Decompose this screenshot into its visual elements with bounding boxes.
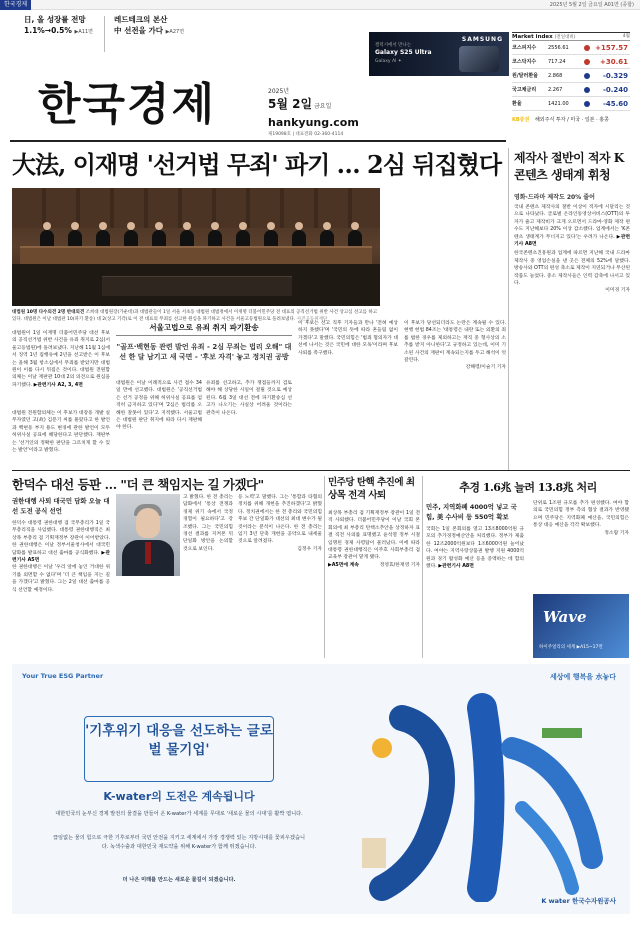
top-strip: [0, 0, 640, 10]
subhead-title: 서울고법으로 유죄 취지 파기환송: [116, 320, 292, 336]
ad-line-3: 더 나은 미래를 만드는 새로운 물길이 되겠습니다.: [122, 877, 236, 883]
brush-stroke: [382, 718, 442, 888]
sun-icon: [372, 738, 392, 758]
date-line: [268, 95, 359, 112]
ad-slogan: 세상에 행복을 水놓다: [550, 673, 616, 681]
han-col-1b: 한 권한대행은 이날 '우리 앞에 놓인 거대한 위기를 외면할 수 없다'며 '더 큰 책임을 지는 길을 가겠다'고 밝혔다. 그는 2일 대선 출마를 공식 선언할 예정이다.: [12, 565, 110, 593]
masthead: 한국경제: [38, 79, 217, 130]
market-row: [512, 97, 630, 111]
teaser-economy-line1: 日, 올 성장률 전망: [24, 15, 86, 24]
market-value: 2.267: [548, 87, 563, 93]
market-title-sub: (전일대비): [554, 35, 576, 40]
market-row: [512, 69, 630, 83]
samsung-ad-tag: Galaxy AI ✦: [375, 59, 402, 64]
side-body: 국내 콘텐츠 제작사의 절반 이상이 적자에 시달리는 것으로 나타났다. 글로벌 온라인동영상서비스(OTT)의 투자가 줄고 제작비가 크게 오르면서 드라마·영화 제작 편수도 지난해보다 20% 이상 감소했다. 업계에서는 'K콘텐츠 생태계가 무너지고 있다'는 우려가 나온다. ▶관련기사 A8면 한국콘텐츠진흥원과 업계에 따르면 지난해 국내 드라마 제작사 중 영업손실을 낸 곳은 전체의 52%에 달했다. 방송사와 OTT의 편성 축소로 제작이 지연되거나 무산된 작품도 늘었다. 중소 제작사들은 인력 감축에 나서고 있다. 이미경 기자: [514, 205, 631, 294]
samsung-ad-product: Galaxy S25 Ultra: [375, 49, 432, 56]
site-url[interactable]: hankyung.com: [268, 116, 359, 129]
photo-credit: 사진공동취재단: [296, 316, 328, 322]
main-col-6: 이 후보가 당선되더라도 논란은 계속될 수 있다. 현행 헌법 84조는 '대통령은 내란 또는 외환의 죄를 범한 경우를 제외하고는 재직 중 형사상의 소추를 받지 아니한다'고 규정하고 있는데, 이미 기소된 사건의 재판이 계속되는지를 두고 해석이 엇갈린다. 강해령/이슬기 기자: [404, 321, 506, 371]
main-col-5: 이 후보는 선고 직후 기자들과 만나 '전혀 예상하지 못했다'며 '국민의 뜻에 따라 흔들림 없이 가겠다'고 말했다. 국민의힘은 '범죄 혐의자가 대선에 나서는 것은 국민에 대한 모독'이라며 후보 사퇴를 촉구했다.: [298, 321, 398, 356]
main-col-2: 대법원 전원합의체는 이 후보가 대장동 개발 실무자였던 고(故) 김문기 씨를 몰랐다고 한 발언과 백현동 부지 용도 변경에 관한 발언이 모두 허위사실 공표에 해당한다고 판단했다. 재판부는 '선거인의 정확한 판단을 그르치게 할 수 있는 발언'이라고 밝혔다.: [12, 411, 110, 454]
market-value: 2.868: [548, 73, 563, 79]
samsung-logo: SAMSUNG: [461, 36, 503, 43]
side-body-2: 한국콘텐츠진흥원과 업계에 따르면 지난해 국내 드라마 제작사 중 영업손실을 낸 곳은 전체의 52%에 달했다. 방송사와 OTT의 편성 축소로 제작이 지연되거나 무산된 작품도 늘었다. 중소 제작사들은 인력 감축에 나서고 있다.: [514, 251, 631, 287]
han-credit: 김정우 기자: [297, 546, 322, 552]
side-credit: 이미경 기자: [605, 288, 630, 294]
dem-headline[interactable]: 민주당 탄핵 추진에 최상목 전격 사퇴: [328, 477, 415, 501]
market-bottom[interactable]: [512, 113, 630, 127]
side-divider: [508, 148, 509, 470]
kwater-logo: K water 한국수자원공사: [541, 897, 616, 905]
change-arrow-icon: [584, 45, 590, 51]
brush-stroke: [482, 708, 490, 888]
ad-subtitle: K-water의 도전은 계속됩니다: [103, 790, 255, 803]
han-headline[interactable]: 한덕수 대선 등판 … "더 큰 책임지는 길 가겠다": [12, 477, 264, 492]
market-label: 코스닥지수: [512, 59, 537, 65]
samsung-ad[interactable]: [369, 32, 509, 76]
market-row: [512, 41, 630, 55]
budget-col-2: 단위로 1조원 규모를 추가 편성했다. 여야 합의로 국민의힘 정부 측의 협상 결과가 반영됐으며 민주당은 지역화폐 예산을, 국민의힘은 통상 대응 예산을 각각 확보했다. 정소람 기자: [533, 501, 629, 536]
ad-title: '기후위기 대응을 선도하는 글로벌 물기업': [85, 723, 273, 758]
market-value: 717.24: [548, 59, 566, 65]
budget-headline[interactable]: 추경 1.6兆 늘려 13.8兆 처리: [459, 481, 597, 494]
date-year: 2025년: [268, 88, 290, 95]
market-title: Market index (전일대비) 4월: [512, 34, 630, 40]
market-value: 2556.61: [548, 45, 569, 51]
teaser-economy-line2: 1.1%→0.5% ▶A11면: [24, 26, 93, 35]
samsung-ad-small: 갤럭시에서 만나는: [375, 43, 412, 48]
dem-body: 최상목 부총리 겸 기획재정부 장관이 1일 전격 사퇴했다. 더불어민주당이 이날 국회 본회의에 최 부총리 탄핵소추안을 상정하자 표결 직전 사의를 표명했고 윤석열 정부 시절 임명된 경제 사령탑이 물러났다. 이에 따라 대통령 권한대행직은 이주호 사회부총리 겸 교육부 장관이 맡게 됐다. ▶A5면에 계속 정영효/한재영 기자: [328, 511, 420, 568]
han-col-3: 등 노력'고 말했다. 그는 '통합과 타협의 정치를 위해 개헌을 추진하겠다'고 밝혔다. 정치권에서는 한 전 총리와 국민의힘 후보 간 단일화가 대선의 최대 변수가 될 것이라는 분석이 나온다. 한 전 총리는 임기 3년 단축 개헌을 공약으로 내세울 것으로 알려졌다. 김정우 기자: [238, 495, 322, 552]
date-day: 5월 2일: [268, 97, 313, 111]
dem-ref: ▶A5면에 계속: [328, 562, 359, 568]
wave-caption: 하이주얼리의 세계 ▶A15~17면: [539, 645, 603, 650]
date-box: [268, 86, 359, 137]
budget-credit: 정소람 기자: [604, 530, 629, 536]
main-col-3: 대법원은 이날 이례적으로 사건 접수 34일 만에 선고했다. 대법원은 '공직선거법은 선거 공정을 위해 허위사실 공표를 엄격히 금지하고 있다'며 '2심은 법리를 오해한 잘못이 있다'고 지적했다. 서울고법은 대법원 판단 취지에 따라 다시 재판해야 한다.: [116, 381, 202, 431]
house-icon: [362, 838, 386, 868]
market-unit: 4월: [622, 34, 630, 39]
phone-image: [459, 46, 499, 72]
market-value: 1421.00: [548, 101, 569, 107]
ad-line-1: 대한민국의 눈부신 경제 발전의 물결을 만들어 온 K-water가 세계를 무대로 '새로운 물의 시대'를 활짝 엽니다.: [55, 811, 303, 817]
budget-subhead: 민주, 지역화폐 4000억 넣고 국힘, 美 수사비 등 550억 확보: [426, 503, 517, 521]
brush-stroke: [522, 808, 572, 888]
teaser-shenzhen-line2: 中 선전을 가다 ▶A27면: [114, 26, 185, 35]
water-calligraphy-art: [342, 688, 622, 902]
han-portrait: [116, 494, 180, 576]
brand-tab[interactable]: 한국경제: [0, 0, 31, 10]
main-col-1: 대법원이 1일 이재명 더불어민주당 대선 후보의 공직선거법 위반 사건을 유죄 취지로 2심(서울고등법원)에 돌려보냈다. 지난해 11월 1심에서 징역 1년 집행유예 2년을 선고받은 이 후보는 올해 3월 항소심에서 무죄를 받았지만 대법원이 이를 다시 뒤집은 것이다. 대법원 전원합의체는 이날 재판관 10대 2의 의견으로 원심을 파기했다. ▶관련기사 A2, 3, 4면: [12, 331, 110, 388]
side-ref: ▶관련기사 A8면: [514, 234, 630, 248]
budget-col-1: 국회는 1일 본회의를 열고 13조8000억원 규모의 추가경정예산안을 처리했다. 정부가 제출한 12조2000억원보다 1조6000억원 늘어났다. 여야는 지역사랑상품권 발행 지원 4000억원과 경기 활성화 예산 등을 증액하는 데 합의했다. ▶관련기사 A8면: [426, 527, 524, 570]
issue-info: 제19098호 | 대표전화 02-360-4114: [268, 132, 344, 137]
caption-bold: 대법원 10명 다수의견 2명 반대의견: [12, 310, 85, 315]
market-label: 국고채금리: [512, 87, 537, 93]
han-subhead: 권한대행 사퇴 대국민 담화 오늘 대선 도전 공식 선언: [12, 497, 110, 515]
main-col-4: 유죄를 선고하고, 추가 쟁점들까지 검토해야 해 상당한 시일이 걸릴 것으로 예상된다. 6월 3일 대선 전에 파기환송심 선고가 나오기는 사실상 어려울 것이라는 관측이 나온다.: [206, 381, 292, 416]
main-subhead-box: [116, 320, 292, 362]
teaser-economy[interactable]: [24, 14, 93, 38]
teaser-shenzhen-line1: 레드테크의 본산: [114, 15, 168, 24]
main-credit: 강해령/이슬기 기자: [465, 365, 506, 371]
teaser-shenzhen[interactable]: [114, 14, 184, 38]
tier-rule: [12, 470, 630, 471]
kwater-ad[interactable]: [12, 664, 630, 914]
ad-partner: Your True ESG Partner: [22, 672, 104, 680]
han-ref: ▶관련기사 A5면: [12, 550, 111, 564]
tier-divider-1: [324, 476, 325, 658]
building-icon: [542, 728, 582, 738]
side-subhead: 영화·드라마 제작도 20% 줄어: [514, 194, 595, 201]
kb-logo: KB증권: [512, 117, 530, 123]
main-ref: ▶관련기사 A2, 3, 4면: [33, 382, 83, 388]
market-label: 환율: [512, 101, 522, 107]
change-arrow-icon: [584, 59, 590, 65]
market-row: [512, 83, 630, 97]
market-change: +30.61: [599, 58, 628, 66]
change-arrow-icon: [584, 87, 590, 93]
tier-divider-2: [422, 476, 423, 658]
han-col-2: 고 밝혔다. 한 전 총리는 담화에서 '통상 전쟁과 경제 위기 속에서 국정 경험이 필요하다'고 강조했다. 그는 국민의힘 경선 결과를 지켜본 뒤 단일화 방안을 논의할 것으로 보인다.: [183, 495, 233, 552]
dem-credit: 정영효/한재영 기자: [379, 562, 420, 568]
change-arrow-icon: [584, 101, 590, 107]
market-change: -0.240: [602, 86, 628, 94]
market-label: 원/달러환율: [512, 73, 538, 79]
subhead-quote: "골프·백현동 관련 발언 유죄 - 2심 무죄는 법리 오해" 대선 한 달 남기고 새 국면 - '후보 자격' 놓고 정치권 공방: [116, 343, 292, 361]
side-headline[interactable]: 제작사 절반이 적자 K콘텐츠 생태계 휘청: [514, 151, 624, 182]
wave-title: Wave: [543, 608, 587, 626]
change-arrow-icon: [584, 73, 590, 79]
teaser-divider: [104, 16, 105, 52]
market-change: -45.60: [602, 100, 628, 108]
market-change: -0.329: [602, 72, 628, 80]
budget-ref: ▶관련기사 A8면: [438, 564, 474, 570]
ad-line-2: 끊임없는 물의 힘으로 극한 기후로부터 국민 안전을 지키고 세계에서 가장 경쟁력 있는 지방시대를 꽃피우겠습니다. 녹색수출과 대한민국 재도약을 위해 K-water가 함께 뛰겠습니다.: [53, 835, 305, 850]
market-row: [512, 55, 630, 69]
page-meta: 2025년 5월 2일 금요일 A01면 (종합): [549, 2, 634, 8]
caption-text: 조희대 대법원장(가운데)과 대법관들이 1일 서울 서초동 대법원 대법정에서 이재명 더불어민주당 전 대표의 공직선거법 위반 사건 상고심 선고를 하고 있다. 대법원은 이날 대법관 10(파기 환송) 대 2(상고 기각)로 이 전 대표의 무죄를 선고한 원심을 파기하고 사건을 서울고등법원으로 돌려보냈다.: [12, 310, 378, 322]
header-rule: [10, 140, 506, 142]
kb-text: 해외주식 투자 / 미국 · 일본 · 홍콩: [534, 117, 609, 123]
main-headline[interactable]: 大法, 이재명 '선거법 무죄' 파기 … 2심 뒤집혔다: [12, 150, 501, 179]
han-col-1: 한덕수 대통령 권한대행 겸 국무총리가 1일 국무총리직을 사임했다. 대통령 권한대행직은 최상목 부총리 겸 기획재정부 장관이 이어받았다. 한 권한대행은 이날 정부서울청사에서 대국민 담화를 발표하고 대선 출마를 공식화했다. ▶관련기사 A5면 한 권한대행은 이날 '우리 앞에 놓인 거대한 위기를 외면할 수 없다'며 '더 큰 책임을 지는 길을 가겠다'고 밝혔다. 그는 2일 대선 출마를 공식 선언할 예정이다.: [12, 521, 111, 593]
teaser-economy-ref: ▶A11면: [74, 29, 93, 35]
weekday: 금요일: [313, 103, 332, 110]
court-photo: [12, 188, 380, 306]
market-change: +157.57: [595, 44, 628, 52]
market-index-box: [512, 32, 630, 150]
wave-ad[interactable]: [533, 594, 629, 658]
teaser-shenzhen-ref: ▶A27면: [165, 29, 185, 35]
market-label: 코스피지수: [512, 45, 537, 51]
